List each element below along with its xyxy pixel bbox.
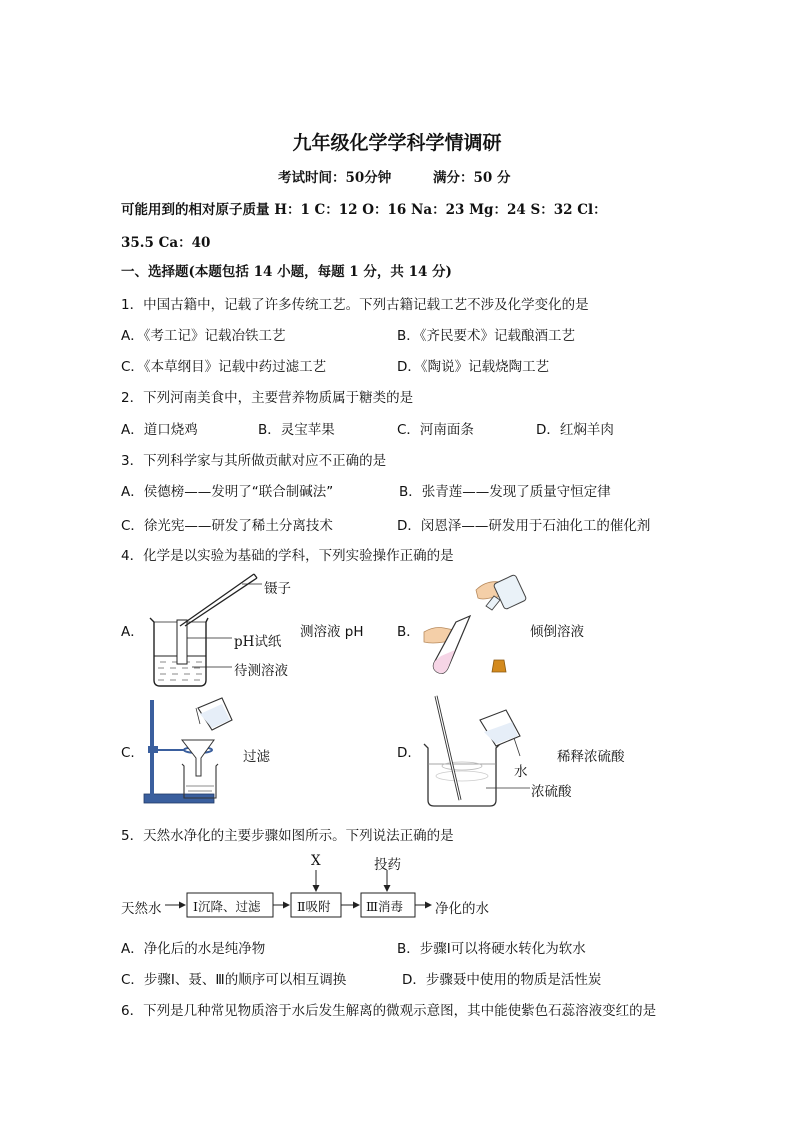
full-score: 满分：50 分 xyxy=(433,170,511,186)
q1-option-d: D．《陶说》记载烧陶工艺 xyxy=(397,359,550,375)
q4-b-caption: 倾倒溶液 xyxy=(530,624,584,640)
atomic-mass-line1: 可能用到的相对原子质量 H：1 C：12 O：16 Na：23 Mg：24 S：32 Cl： xyxy=(121,202,607,218)
q3-option-a: A．侯德榜——发明了“联合制碱法” xyxy=(121,484,334,500)
q3-option-c: C．徐光宪——研发了稀土分离技术 xyxy=(121,518,333,534)
q4-stem: 4．化学是以实验为基础的学科，下列实验操作正确的是 xyxy=(121,548,454,564)
q4-a-caption: 测溶液 pH xyxy=(300,624,364,640)
q1-option-c: C．《本草纲目》记载中药过滤工艺 xyxy=(121,359,327,375)
q2-option-b: B．灵宝苹果 xyxy=(258,422,335,438)
q1-option-a: A．《考工记》记载冶铁工艺 xyxy=(121,328,286,344)
q5-option-a: A．净化后的水是纯净物 xyxy=(121,941,266,957)
flow-step3: Ⅲ消毒 xyxy=(366,899,404,914)
q5-option-b: B．步骤Ⅰ可以将硬水转化为软水 xyxy=(397,941,586,957)
q3-stem: 3．下列科学家与其所做贡献对应不正确的是 xyxy=(121,453,387,469)
q2-stem: 2．下列河南美食中，主要营养物质属于糖类的是 xyxy=(121,390,414,406)
q4-a-letter: A． xyxy=(121,624,144,640)
q5-option-c: C．步骤Ⅰ、聂、Ⅲ的顺序可以相互调换 xyxy=(121,972,347,988)
section-heading: 一、选择题(本题包括 14 小题，每题 1 分，共 14 分) xyxy=(121,264,452,280)
q2-option-c: C．河南面条 xyxy=(397,422,474,438)
q4-c-caption: 过滤 xyxy=(243,749,270,765)
page-title: 九年级化学学科学情调研 xyxy=(292,132,502,154)
q2-option-a: A．道口烧鸡 xyxy=(121,422,198,438)
q3-option-d: D．闵恩泽——研发用于石油化工的催化剂 xyxy=(397,518,651,534)
q6-stem: 6．下列是几种常见物质溶于水后发生解离的微观示意图，其中能使紫色石蕊溶液变红的是 xyxy=(121,1003,657,1019)
exam-time: 考试时间：50分钟 xyxy=(278,170,392,186)
q5-stem: 5．天然水净化的主要步骤如图所示。下列说法正确的是 xyxy=(121,828,454,844)
filtration-figure xyxy=(140,694,240,806)
label-tweezers: 镊子 xyxy=(264,581,291,597)
q1-stem: 1．中国古籍中，记载了许多传统工艺。下列古籍记载工艺不涉及化学变化的是 xyxy=(121,297,589,313)
q4-b-letter: B． xyxy=(397,624,420,640)
flow-step2: Ⅱ吸附 xyxy=(297,899,331,914)
q1-option-b: B．《齐民要术》记载酿酒工艺 xyxy=(397,328,576,344)
flow-start: 天然水 xyxy=(121,901,162,917)
flow-x-label: X xyxy=(311,853,321,869)
label-ph-paper: pH试纸 xyxy=(234,634,282,650)
label-water: 水 xyxy=(514,764,528,780)
pouring-figure xyxy=(420,572,530,677)
q5-option-d: D．步骤聂中使用的物质是活性炭 xyxy=(402,972,602,988)
atomic-mass-line2: 35.5 Ca：40 xyxy=(121,235,211,251)
q2-option-d: D．红焖羊肉 xyxy=(536,422,614,438)
flow-end: 净化的水 xyxy=(435,901,489,917)
q4-d-letter: D. xyxy=(397,745,412,761)
label-test-solution: 待测溶液 xyxy=(234,663,288,679)
label-conc-acid: 浓硫酸 xyxy=(531,784,572,800)
q3-option-b: B．张青莲——发现了质量守恒定律 xyxy=(399,484,611,500)
flow-step1: Ⅰ沉降、过滤 xyxy=(193,899,261,914)
flow-dose-label: 投药 xyxy=(374,857,401,873)
q4-d-caption: 稀释浓硫酸 xyxy=(557,749,625,765)
q4-c-letter: C. xyxy=(121,745,135,761)
